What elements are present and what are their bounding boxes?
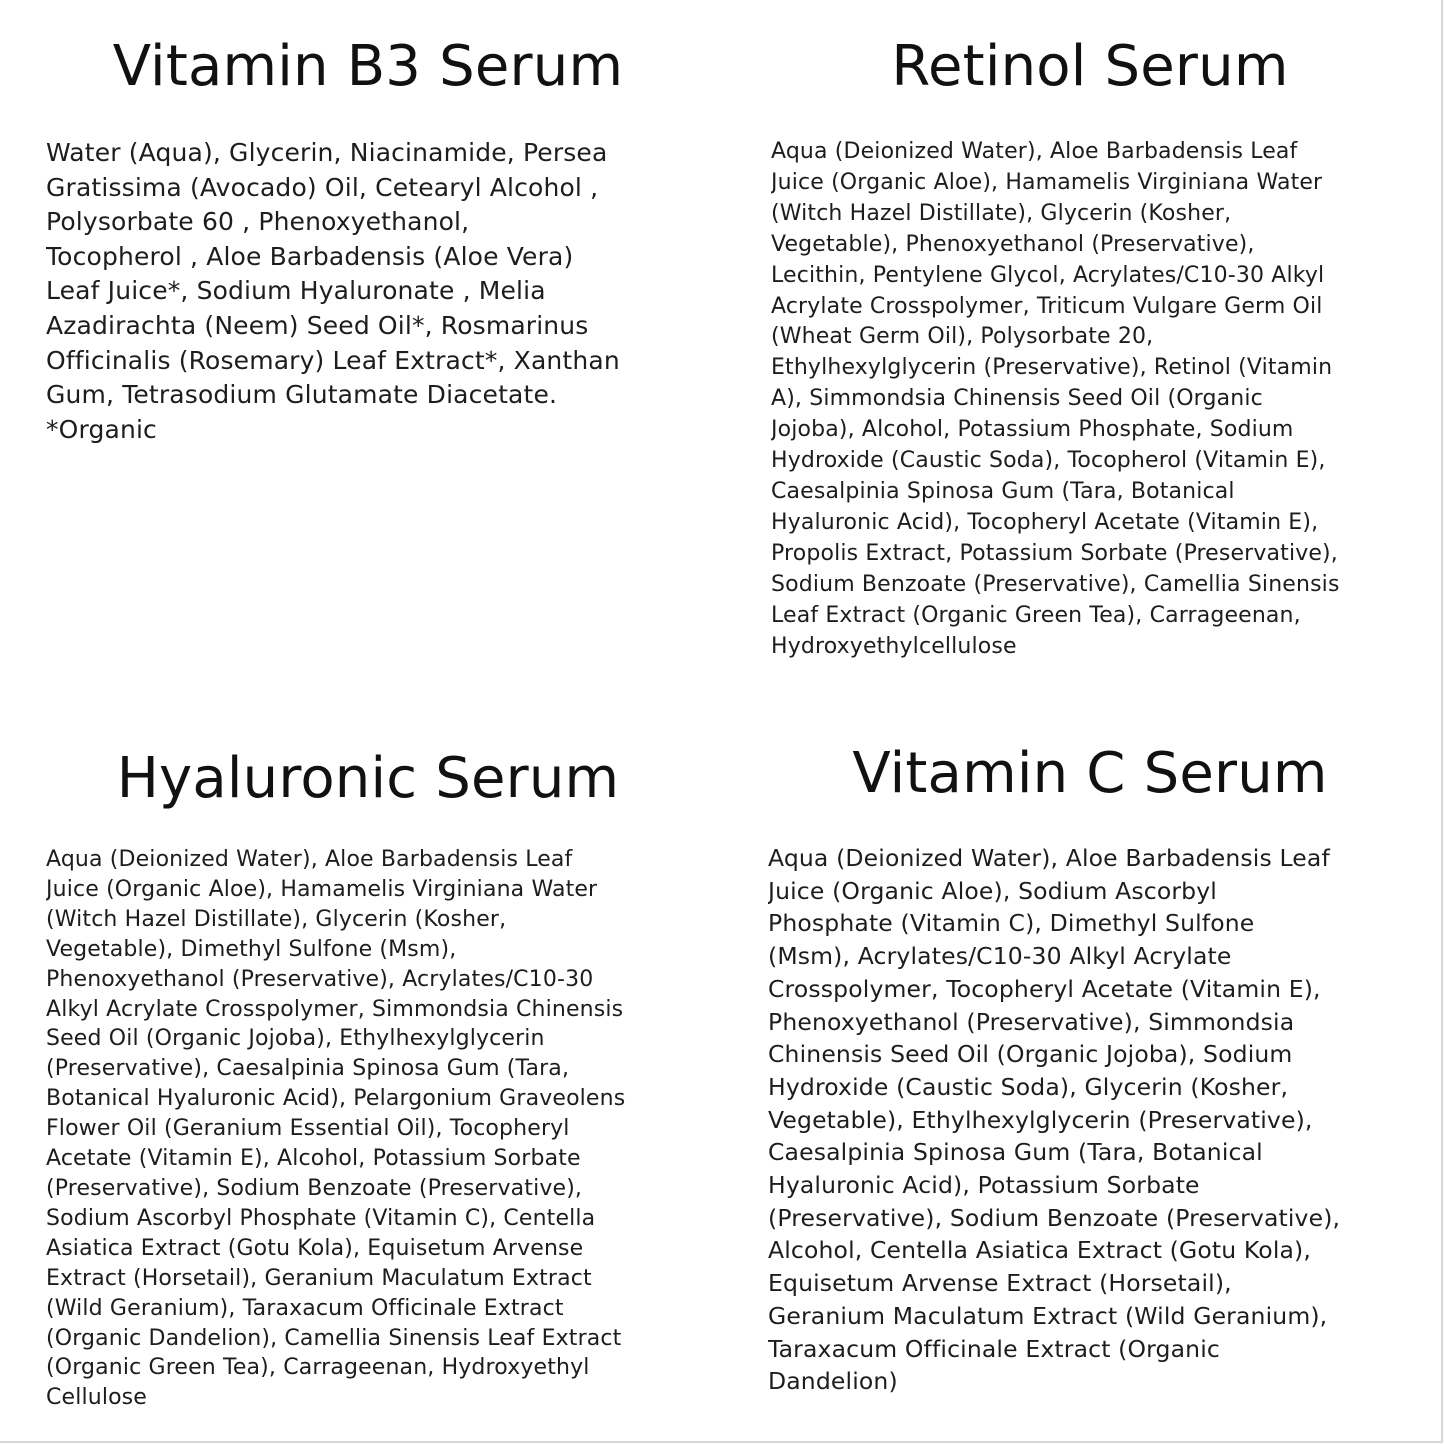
vitamin-c-serum-panel — [752, 735, 1428, 1395]
ingredient-line: Ethylhexylglycerin (Preservative), Retinol (Vitamin — [771, 355, 1333, 381]
ingredient-line: Phenoxyethanol (Preservative), Simmondsia — [768, 1007, 1295, 1036]
ingredient-line: Vegetable), Ethylhexylglycerin (Preservative), — [768, 1105, 1313, 1134]
ingredient-line: *Organic — [46, 414, 157, 444]
ingredient-line: Flower Oil (Geranium Essential Oil), Tocopheryl — [46, 1116, 570, 1142]
hyaluronic-serum-title: Hyaluronic Serum — [116, 746, 620, 811]
ingredient-line: (Wheat Germ Oil), Polysorbate 20, — [771, 324, 1154, 350]
ingredient-line: Caesalpinia Spinosa Gum (Tara, Botanical — [768, 1138, 1263, 1167]
ingredient-line: Officinalis (Rosemary) Leaf Extract*, Xanthan — [46, 345, 620, 375]
ingredient-line: Leaf Extract (Organic Green Tea), Carrageenan, — [771, 602, 1301, 628]
ingredient-line: Phosphate (Vitamin C), Dimethyl Sulfone — [768, 909, 1255, 938]
ingredient-line: Gratissima (Avocado) Oil, Cetearyl Alcohol , — [46, 172, 599, 202]
ingredient-line: (Organic Dandelion), Camellia Sinensis Leaf Extract — [46, 1325, 622, 1351]
ingredient-line: Hydroxide (Caustic Soda), Glycerin (Kosher, — [768, 1072, 1289, 1101]
ingredient-line: Water (Aqua), Glycerin, Niacinamide, Persea — [46, 138, 608, 167]
ingredient-line: Botanical Hyaluronic Acid), Pelargonium Graveolens — [46, 1086, 626, 1112]
ingredient-line: Extract (Horsetail), Geranium Maculatum Extract — [46, 1265, 592, 1291]
ingredient-line: Azadirachta (Neem) Seed Oil*, Rosmarinus — [46, 310, 589, 340]
ingredient-line: Juice (Organic Aloe), Sodium Ascorbyl — [768, 876, 1217, 905]
ingredient-line: Hyaluronic Acid), Potassium Sorbate — [768, 1171, 1200, 1200]
ingredient-line: Hydroxide (Caustic Soda), Tocopherol (Vitamin E), — [771, 448, 1326, 474]
ingredient-line: (Organic Green Tea), Carrageenan, Hydroxyethyl — [46, 1355, 590, 1381]
ingredient-line: Geranium Maculatum Extract (Wild Geranium), — [768, 1301, 1328, 1330]
ingredient-line: Alkyl Acrylate Crosspolymer, Simmondsia Chinensis — [46, 996, 624, 1022]
retinol-serum-title: Retinol Serum — [891, 34, 1289, 99]
ingredient-line: Hyaluronic Acid), Tocopheryl Acetate (Vitamin E), — [771, 509, 1319, 535]
ingredient-line: Jojoba), Alcohol, Potassium Phosphate, Sodium — [771, 417, 1294, 443]
ingredient-line: Aqua (Deionized Water), Aloe Barbadensis Leaf — [771, 139, 1298, 164]
ingredient-line: Vegetable), Dimethyl Sulfone (Msm), — [46, 936, 457, 962]
ingredient-line: (Msm), Acrylates/C10-30 Alkyl Acrylate — [768, 942, 1232, 971]
ingredient-line: Seed Oil (Organic Jojoba), Ethylhexylglycerin — [46, 1026, 545, 1052]
ingredient-line: Caesalpinia Spinosa Gum (Tara, Botanical — [771, 478, 1235, 504]
ingredient-line: (Witch Hazel Distillate), Glycerin (Kosher, — [771, 200, 1232, 226]
ingredient-line: Asiatica Extract (Gotu Kola), Equisetum Arvense — [46, 1235, 584, 1261]
retinol-ingredients — [771, 137, 1426, 662]
ingredient-line: Propolis Extract, Potassium Sorbate (Preservative), — [771, 540, 1338, 566]
ingredient-line: Hydroxyethylcellulose — [771, 633, 1017, 659]
ingredient-line: Phenoxyethanol (Preservative), Acrylates/C10-30 — [46, 966, 594, 992]
ingredient-line: Chinensis Seed Oil (Organic Jojoba), Sodium — [768, 1040, 1293, 1069]
ingredient-line: Acrylate Crosspolymer, Triticum Vulgare Germ Oil — [771, 293, 1323, 319]
ingredient-line: Sodium Ascorbyl Phosphate (Vitamin C), Centella — [46, 1205, 596, 1231]
vitamin-c-serum-title: Vitamin C Serum — [852, 741, 1328, 806]
ingredient-line: Vegetable), Phenoxyethanol (Preservative), — [771, 231, 1255, 257]
ingredient-line: A), Simmondsia Chinensis Seed Oil (Organic — [771, 386, 1263, 412]
ingredient-line: Juice (Organic Aloe), Hamamelis Virginiana Water — [46, 876, 598, 902]
hyaluronic-ingredients — [46, 845, 700, 1413]
ingredient-line: Juice (Organic Aloe), Hamamelis Virginiana Water — [771, 169, 1323, 195]
ingredient-line: Lecithin, Pentylene Glycol, Acrylates/C10-30 Alkyl — [771, 262, 1325, 288]
vitamin-c-ingredients — [768, 842, 1426, 1398]
vitamin-b3-serum-panel — [34, 28, 702, 448]
vitamin-b3-serum-title: Vitamin B3 Serum — [112, 34, 624, 99]
ingredient-line: Polysorbate 60 , Phenoxyethanol, — [46, 207, 470, 237]
ingredient-line: (Preservative), Caesalpinia Spinosa Gum (Tara, — [46, 1056, 570, 1082]
ingredient-line: Taraxacum Officinale Extract (Organic — [768, 1334, 1220, 1363]
ingredient-line: Aqua (Deionized Water), Aloe Barbadensis Leaf — [768, 844, 1330, 872]
ingredient-line: Acetate (Vitamin E), Alcohol, Potassium Sorbate — [46, 1146, 581, 1172]
ingredient-line: Leaf Juice*, Sodium Hyaluronate , Melia — [46, 276, 546, 306]
ingredient-line: Gum, Tetrasodium Glutamate Diacetate. — [46, 380, 558, 410]
vitamin-b3-ingredients — [46, 136, 696, 447]
ingredient-line: Aqua (Deionized Water), Aloe Barbadensis Leaf — [46, 847, 573, 872]
ingredient-line: Dandelion) — [768, 1367, 898, 1396]
ingredient-line: Equisetum Arvense Extract (Horsetail), — [768, 1269, 1232, 1298]
ingredient-line: (Preservative), Sodium Benzoate (Preservative), — [46, 1175, 583, 1201]
ingredient-line: Sodium Benzoate (Preservative), Camellia Sinensis — [771, 571, 1340, 597]
retinol-serum-panel — [752, 28, 1428, 668]
ingredient-line: Cellulose — [46, 1385, 147, 1411]
ingredient-line: Crosspolymer, Tocopheryl Acetate (Vitamin E), — [768, 974, 1321, 1003]
ingredient-line: (Witch Hazel Distillate), Glycerin (Kosher, — [46, 906, 507, 932]
ingredient-line: (Wild Geranium), Taraxacum Officinale Extract — [46, 1295, 564, 1321]
ingredient-line: Tocopherol , Aloe Barbadensis (Aloe Vera) — [46, 241, 574, 271]
ingredient-line: Alcohol, Centella Asiatica Extract (Gotu Kola), — [768, 1236, 1311, 1265]
ingredient-line: (Preservative), Sodium Benzoate (Preservative), — [768, 1203, 1341, 1232]
hyaluronic-serum-panel — [34, 740, 702, 1420]
